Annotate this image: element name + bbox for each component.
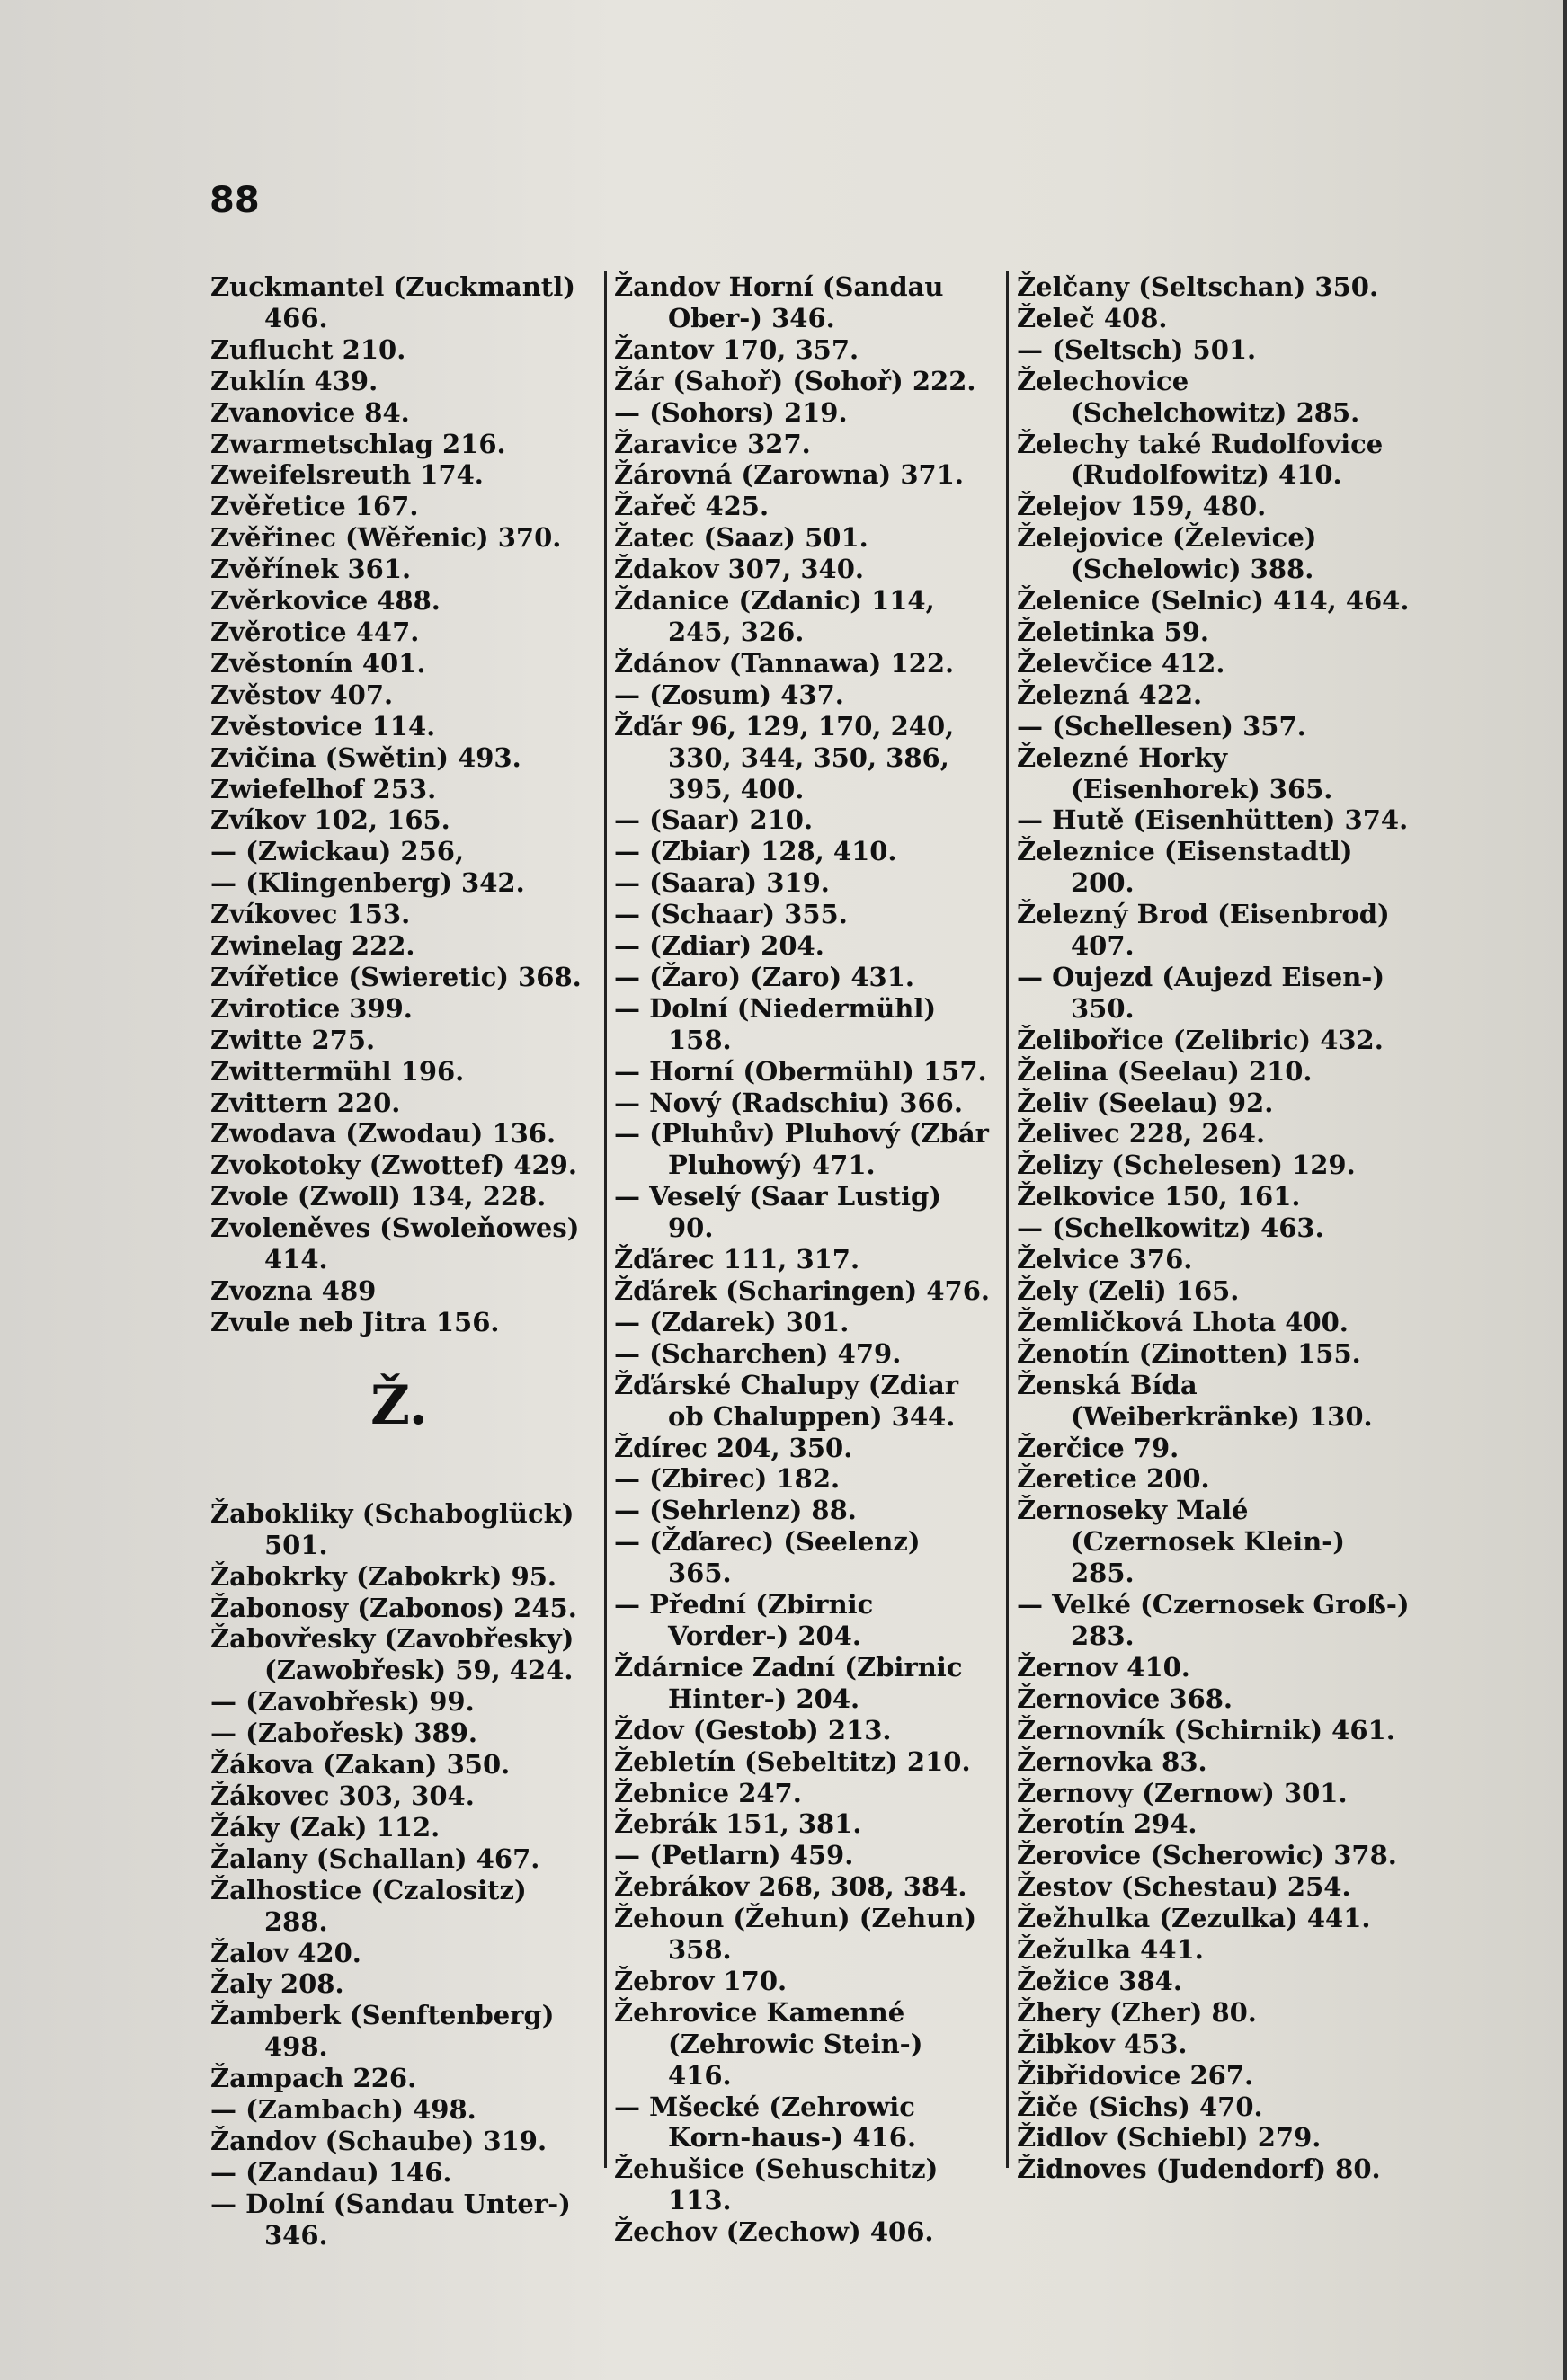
index-entry: Žamberk (Senftenberg) 498. (210, 2000, 555, 2063)
index-entry: Žernovník (Schirnik) 461. (1017, 1714, 1395, 1745)
index-entry: Železné Horky (Eisenhorek) 365. (1017, 742, 1333, 804)
index-entry: Žďárské Chalupy (Zdiar ob Chaluppen) 344. (614, 1369, 959, 1432)
index-entry: Železnice (Eisenstadtl) 200. (1017, 836, 1353, 899)
index-entry: Zvěstov 407. (210, 679, 394, 710)
index-entry: Želevčice 412. (1017, 647, 1225, 679)
index-entry: Zvířetice (Swieretic) 368. (210, 961, 582, 992)
index-entry: Žeretice 200. (1017, 1463, 1210, 1495)
index-entry: Žehušice (Sehuschitz) 113. (614, 2154, 939, 2216)
index-entry: — (Pluhův) Pluhový (Zbár Pluhowý) 471. (614, 1118, 989, 1181)
index-entry: — (Saara) 319. (614, 867, 830, 899)
index-entry: Žemličková Lhota 400. (1017, 1306, 1349, 1337)
index-entry: Žebletín (Sebeltitz) 210. (614, 1745, 971, 1777)
index-entry: — (Seltsch) 501. (1017, 333, 1257, 365)
column-divider (1006, 271, 1009, 2168)
index-entry: — (Scharchen) 479. (614, 1337, 902, 1369)
index-entry: — (Klingenberg) 342. (210, 867, 525, 899)
index-entry: Zvozna 489 (210, 1275, 377, 1306)
index-entry: Žaravice 327. (614, 428, 811, 459)
index-entry: Žďárek (Scharingen) 476. (614, 1275, 990, 1306)
index-entry: — (Zosum) 437. (614, 679, 844, 710)
page-edge (1563, 0, 1567, 2380)
index-entry: Žernovy (Zernow) 301. (1017, 1777, 1348, 1808)
index-entry: — Horní (Obermühl) 157. (614, 1055, 987, 1087)
index-entry: — Přední (Zbirnic Vorder-) 204. (614, 1589, 874, 1651)
index-entry: Žárovná (Zarowna) 371. (614, 459, 964, 491)
index-entry: Zvěřetice 167. (210, 491, 419, 522)
index-entry: Zvole (Zwoll) 134, 228. (210, 1181, 547, 1212)
index-entry: Žehrovice Kamenné (Zehrowic Stein-) 416. (614, 1996, 923, 2091)
index-entry: — Dolní (Niedermühl) 158. (614, 992, 937, 1055)
index-entry: Ždánov (Tannawa) 122. (614, 647, 955, 679)
index-entry: Žákovec 303, 304. (210, 1780, 475, 1811)
index-entry: Žďárec 111, 317. (614, 1244, 860, 1275)
index-entry: Žebrov 170. (614, 1965, 788, 1996)
index-entry: Zvičina (Swětin) 493. (210, 742, 521, 773)
index-entry: Žár (Sahoř) (Sohoř) 222. (614, 365, 976, 396)
index-entry: Žandov Horní (Sandau Ober-) 346. (614, 271, 944, 333)
index-entry: Ženotín (Zinotten) 155. (1017, 1337, 1361, 1369)
index-entry: Žabokrky (Zabokrk) 95. (210, 1560, 557, 1592)
page-number: 88 (209, 180, 260, 221)
index-entry: Zvěřinec (Wěřenic) 370. (210, 522, 562, 554)
index-entry: Zvittern 220. (210, 1087, 401, 1118)
index-entry: Žibkov 453. (1017, 2028, 1188, 2059)
index-entry: — (Zabořesk) 389. (210, 1718, 477, 1749)
index-entry: Ždov (Gestob) 213. (614, 1714, 892, 1745)
index-entry: Žernoseky Malé (Czernosek Klein-) 285. (1017, 1495, 1345, 1589)
index-entry: Žiče (Sichs) 470. (1017, 2091, 1263, 2122)
index-column-2 (614, 271, 992, 2248)
index-entry: Zuklín 439. (210, 365, 378, 396)
index-entry: — (Saar) 210. (614, 804, 814, 836)
index-entry: — (Schellesen) 357. (1017, 710, 1306, 742)
index-entry: Ždárnice Zadní (Zbirnic Hinter-) 204. (614, 1651, 963, 1714)
index-entry: Zvokotoky (Zwottef) 429. (210, 1150, 577, 1181)
index-entry: — (Zbirec) 182. (614, 1463, 841, 1495)
section-heading: Ž. (370, 1373, 428, 1437)
index-entry: Žákova (Zakan) 350. (210, 1749, 511, 1781)
index-entry: Zweifelsreuth 174. (210, 459, 484, 491)
index-entry: Zvěstovice 114. (210, 710, 436, 742)
index-entry: Ždakov 307, 340. (614, 554, 864, 585)
index-entry: — Oujezd (Aujezd Eisen-) 350. (1017, 961, 1385, 1024)
index-entry: Zwittermühl 196. (210, 1055, 465, 1087)
index-entry: Židlov (Schiebl) 279. (1017, 2122, 1322, 2154)
index-entry: Želibořice (Zelibric) 432. (1017, 1024, 1384, 1055)
index-entry: Želkovice 150, 161. (1017, 1181, 1301, 1212)
index-entry: — Veselý (Saar Lustig) 90. (614, 1181, 941, 1244)
index-entry: — (Zandau) 146. (210, 2156, 452, 2188)
index-entry: — (Zdiar) 204. (614, 930, 824, 962)
index-entry: Žandov (Schaube) 319. (210, 2125, 548, 2156)
index-entry: Zvěstonín 401. (210, 647, 426, 679)
index-entry: — (Schelkowitz) 463. (1017, 1212, 1324, 1244)
index-entry: Židnoves (Judendorf) 80. (1017, 2154, 1381, 2185)
index-entry: Žestov (Schestau) 254. (1017, 1871, 1351, 1903)
index-entry: Žalhostice (Czalositz) 288. (210, 1874, 527, 1937)
index-entry: — (Zavobřesk) 99. (210, 1686, 475, 1718)
index-entry: Žely (Zeli) 165. (1017, 1275, 1240, 1306)
index-entry: Zuflucht 210. (210, 333, 406, 365)
index-entry: — (Zwickau) 256, (210, 836, 465, 867)
index-entry: Žabonosy (Zabonos) 245. (210, 1592, 577, 1623)
index-entry: Želejovice (Želevice) (Schelowic) 388. (1017, 522, 1317, 585)
index-entry: Želechy také Rudolfovice (Rudolfowitz) 410. (1017, 428, 1384, 491)
index-entry: Zvíkovec 153. (210, 899, 411, 930)
index-entry: Zvoleněves (Swoleňowes) 414. (210, 1212, 580, 1275)
index-entry: Žernov 410. (1017, 1651, 1190, 1683)
index-entry: — (Žaro) (Zaro) 431. (614, 961, 914, 992)
index-entry: Ženská Bída (Weiberkränke) 130. (1017, 1369, 1373, 1432)
index-entry: Železný Brod (Eisenbrod) 407. (1017, 899, 1390, 962)
index-entry: Žebnice 247. (614, 1777, 802, 1808)
index-entry: Zvule neb Jitra 156. (210, 1306, 500, 1337)
index-entry: Zwitte 275. (210, 1024, 376, 1055)
index-entry: Žďár 96, 129, 170, 240, 330, 344, 350, 386, 395, 400. (614, 710, 955, 804)
index-entry: — (Schaar) 355. (614, 899, 848, 930)
index-entry: Zwinelag 222. (210, 930, 415, 962)
index-entry: — (Zambach) 498. (210, 2094, 476, 2126)
index-entry: — (Sohors) 219. (614, 396, 848, 428)
index-entry: — (Žďarec) (Seelenz) 365. (614, 1526, 921, 1589)
index-entry: Žampach 226. (210, 2063, 417, 2094)
index-entry: Žerotín 294. (1017, 1808, 1198, 1840)
index-entry: Žežulka 441. (1017, 1934, 1204, 1966)
index-entry: Želenice (Selnic) 414, 464. (1017, 585, 1410, 617)
index-entry: Ždírec 204, 350. (614, 1432, 853, 1463)
index-entry: — (Zdarek) 301. (614, 1306, 850, 1337)
index-entry: Žechov (Zechow) 406. (614, 2216, 934, 2248)
index-entry: Zuckmantel (Zuckmantl) 466. (210, 271, 575, 333)
index-entry: Želčany (Seltschan) 350. (1017, 271, 1379, 302)
column-divider (604, 271, 607, 2168)
index-entry: Zvěrkovice 488. (210, 585, 441, 617)
index-entry: Želiv (Seelau) 92. (1017, 1087, 1274, 1118)
index-entry: Žibřidovice 267. (1017, 2059, 1254, 2091)
index-entry: Zvirotice 399. (210, 992, 413, 1024)
index-entry: Želetinka 59. (1017, 616, 1210, 647)
index-entry: Zwodava (Zwodau) 136. (210, 1118, 556, 1150)
index-entry: Žhery (Zher) 80. (1017, 1996, 1257, 2028)
index-entry: Žežice 384. (1017, 1965, 1182, 1996)
index-entry: Želeč 408. (1017, 302, 1168, 333)
index-entry: — (Zbiar) 128, 410. (614, 836, 897, 867)
index-entry: Žežhulka (Zezulka) 441. (1017, 1903, 1371, 1934)
index-entry: Žehoun (Žehun) (Zehun) 358. (614, 1903, 977, 1966)
index-entry: Zwarmetschlag 216. (210, 428, 506, 459)
index-entry: — Mšecké (Zehrowic Korn-haus-) 416. (614, 2091, 917, 2154)
index-entry: Železná 422. (1017, 679, 1203, 710)
index-entry: Ždanice (Zdanic) 114, 245, 326. (614, 585, 935, 647)
index-entry: — (Petlarn) 459. (614, 1840, 854, 1871)
index-entry: Zvíkov 102, 165. (210, 804, 450, 836)
index-entry: — Velké (Czernosek Groß-) 283. (1017, 1589, 1410, 1651)
index-entry: Žerčice 79. (1017, 1432, 1180, 1463)
index-entry: Žatec (Saaz) 501. (614, 522, 868, 554)
index-entry: Žernovka 83. (1017, 1745, 1207, 1777)
index-entry: Želina (Seelau) 210. (1017, 1055, 1313, 1087)
index-entry: — Hutě (Eisenhütten) 374. (1017, 804, 1409, 836)
index-column-3 (1017, 271, 1412, 2185)
index-entry: Želizy (Schelesen) 129. (1017, 1150, 1356, 1181)
index-entry: Zvěřínek 361. (210, 554, 412, 585)
index-entry: Žerovice (Scherowic) 378. (1017, 1840, 1397, 1871)
index-entry: Žařeč 425. (614, 491, 770, 522)
index-entry: Želvice 376. (1017, 1244, 1193, 1275)
index-entry: Žabokliky (Schaboglück) 501. (210, 1497, 574, 1560)
index-entry: Žalov 420. (210, 1937, 361, 1968)
index-entry: Žaly 208. (210, 1968, 344, 2000)
index-entry: — Nový (Radschiu) 366. (614, 1087, 963, 1118)
index-column-1 (210, 271, 588, 2251)
index-entry: Žernovice 368. (1017, 1683, 1233, 1714)
index-entry: Želechovice (Schelchowitz) 285. (1017, 365, 1360, 428)
index-entry: Žalany (Schallan) 467. (210, 1843, 540, 1874)
index-entry: Žabovřesky (Zavobřesky) (Zawobřesk) 59, 424. (210, 1623, 574, 1686)
index-entry: — Dolní (Sandau Unter-) 346. (210, 2188, 571, 2251)
index-entry: Žebrák 151, 381. (614, 1808, 862, 1840)
index-entry: Želivec 228, 264. (1017, 1118, 1266, 1150)
index-entry: Žantov 170, 357. (614, 333, 859, 365)
index-entry: Zvanovice 84. (210, 396, 410, 428)
index-entry: Želejov 159, 480. (1017, 491, 1267, 522)
index-entry: Zwiefelhof 253. (210, 773, 437, 804)
index-entry: Žebrákov 268, 308, 384. (614, 1871, 967, 1903)
index-entry: — (Sehrlenz) 88. (614, 1495, 857, 1526)
index-entry: Žáky (Zak) 112. (210, 1811, 441, 1843)
index-entry: Zvěrotice 447. (210, 616, 420, 647)
